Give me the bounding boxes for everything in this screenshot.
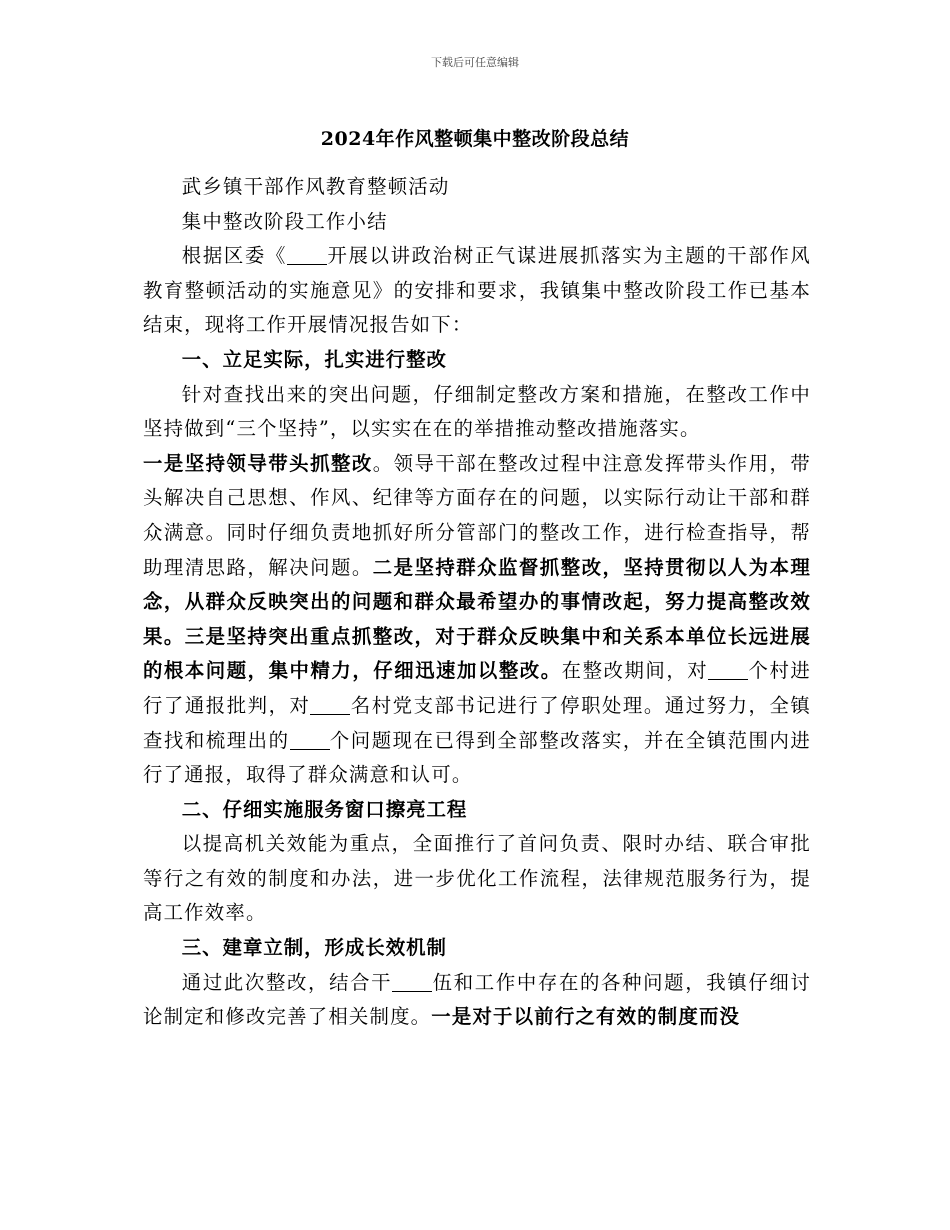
section3-text-2: 伍和工作中存在的各种问题，我镇仔细讨论制定和修改完善了相关制度。	[143, 970, 812, 1029]
paragraph-section2: 以提高机关效能为重点，全面推行了首问负责、限时办结、联合审批等行之有效的制度和办法，进一步优化工作流程，法律规范服务行为，提高工作效率。	[143, 832, 811, 925]
bold-section3-point-one: 一是对于以前行之有效的制度而没	[431, 1005, 741, 1029]
paragraph-subtitle: 集中整改阶段工作小结	[181, 209, 388, 233]
section-heading-1: 一、立足实际，扎实进行整改	[181, 347, 447, 371]
paragraph-intro	[143, 239, 811, 343]
blank-underline	[392, 971, 432, 991]
paragraph-section1-detail	[143, 447, 811, 793]
blank-underline	[310, 695, 350, 715]
rectification-text-4: 个问题现在已得到全部整改落实，并在全镇范围内进行了通报，取得了群众满意和认可。	[143, 728, 811, 787]
rectification-text-3: 名村党支部书记进行了停职处理。通过努力，全镇查找和梳理出的	[143, 693, 811, 752]
blank-underline	[290, 729, 330, 749]
rectification-text-1: 在整改期间，对	[561, 659, 709, 683]
blank-underline	[287, 245, 327, 265]
bold-points-two-three: 二是坚持群众监督抓整改，坚持贯彻以人为本理念，从群众反映突出的问题和群众最希望办的事情改起，努力提高整改效果。三是坚持突出重点抓整改，对于群众反映集中和关系本单位长远进展的根本问题，集中精力，仔细迅速加以整改。	[143, 555, 812, 683]
rectification-text-2: 个村进行了通报批判，对	[143, 659, 811, 717]
paragraph-organization: 武乡镇干部作风教育整顿活动	[181, 175, 450, 198]
paragraph-section3	[143, 966, 811, 1035]
paragraph-section1-intro: 针对查找出来的突出问题，仔细制定整改方案和措施，在整改工作中坚持做到“三个坚持”，以实实在在的举措推动整改措施落实。	[143, 382, 811, 441]
page-header: 下载后可任意编辑	[431, 56, 519, 69]
point-one-text: 。领导干部在整改过程中注意发挥带头作用，带头解决自己思想、作风、纪律等方面存在的问题，以实际行动让干部和群众满意。同时仔细负责地抓好所分管部门的整改工作，进行检查指导，帮助理清思路，解决问题。	[143, 451, 812, 579]
section3-text-1: 通过此次整改，结合干	[181, 970, 393, 994]
section-heading-3: 三、建章立制，形成长效机制	[181, 936, 447, 960]
intro-text-start: 根据区委《	[181, 244, 288, 268]
bold-point-one: 一是坚持领导带头抓整改	[143, 451, 373, 475]
section-heading-2: 二、仔细实施服务窗口擦亮工程	[181, 797, 468, 821]
intro-text-rest: 开展以讲政治树正气谋进展抓落实为主题的干部作风教育整顿活动的实施意见》的安排和要求，我镇集中整改阶段工作已基本结束，现将工作开展情况报告如下：	[143, 244, 811, 337]
document-body	[143, 170, 811, 1035]
blank-underline	[708, 660, 748, 680]
document-title: 2024年作风整顿集中整改阶段总结	[320, 128, 630, 150]
